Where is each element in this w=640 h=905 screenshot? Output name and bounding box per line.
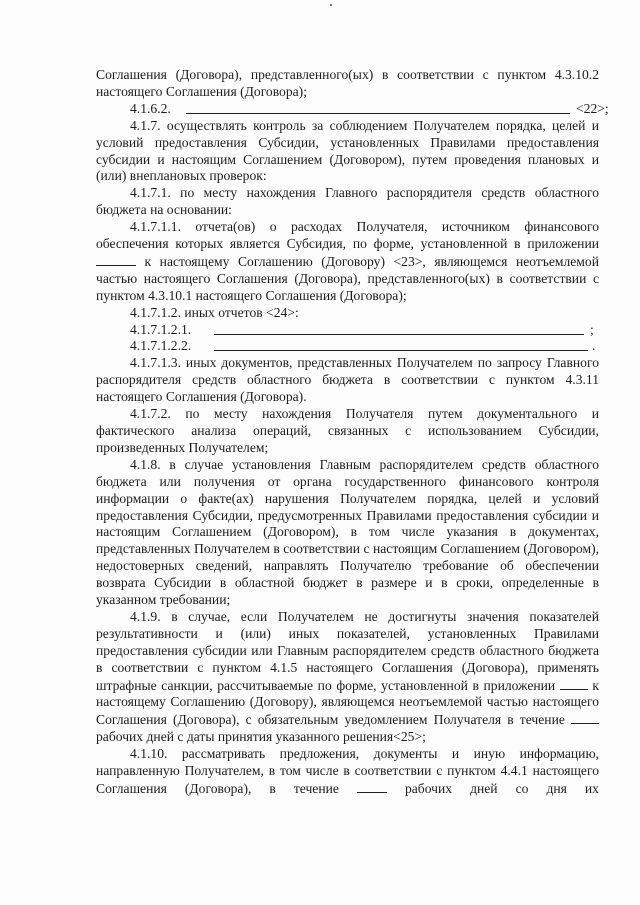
blank-line xyxy=(560,677,588,690)
line-end: . xyxy=(592,338,596,354)
paragraph-text: к настоящему Соглашению (Договору), являющемся неотъемлемой частью настоящего Соглашения (Договора), с обязательным уведомлением Получателя в течение xyxy=(96,677,600,728)
paragraph-4-1-7-1-2-2 xyxy=(130,338,599,355)
paragraph-text: 4.1.9. в случае, если Получателем не достигнуты значения показателей результативности и (или) иных показателей, установленных Правилами предоставления субсидии или Главным распорядителем средств областного бюджета в соответствии с пунктом 4.1.5 настоящего Соглашения (Договора), применять штрафные санкции, рассчитываемые по форме, установленной в приложении xyxy=(96,608,599,693)
scan-speck xyxy=(330,4,332,6)
paragraph-text: 4.1.10. рассматривать предложения, документы и иную информацию, направленную Получателем, в том числе в соответствии с пунктом 4.4.1 настоящего Соглашения (Договора), в течение xyxy=(96,746,599,797)
paragraph-text: рабочих дней со дня их xyxy=(404,781,599,797)
paragraph-4-1-6-2 xyxy=(130,100,609,118)
blank-line xyxy=(186,113,570,114)
paragraph-4-1-10 xyxy=(96,746,599,798)
paragraph-4-1-7-1-1 xyxy=(96,219,599,305)
paragraph-4-1-7: 4.1.7. осуществлять контроль за соблюдением Получателем порядка, целей и условий предоставления Субсидии, установленных Правилами предоставления субсидии и настоящим Соглашением (Договором), путем проведения плановых и (или) внеплановых проверок: xyxy=(96,117,599,184)
clause-number: 4.1.6.2. xyxy=(130,100,171,116)
paragraph-4-1-7-1: 4.1.7.1. по месту нахождения Главного распорядителя средств областного бюджета на основании: xyxy=(96,185,599,218)
paragraph-4-1-7-1-2-1 xyxy=(130,322,599,339)
blank-line xyxy=(214,334,584,335)
line-end: ; xyxy=(590,321,594,337)
document-body xyxy=(96,67,609,798)
clause-number: 4.1.7.1.2.2. xyxy=(130,338,192,354)
paragraph-4-1-7-1-3: 4.1.7.1.3. иных документов, представленных Получателем по запросу Главного распорядителя средств областного бюджета в соответствии с пунктом 4.3.11 настоящего Соглашения (Договора). xyxy=(96,355,599,405)
blank-line xyxy=(96,253,136,266)
paragraph-4-1-9 xyxy=(96,609,599,746)
blank-line xyxy=(214,350,588,351)
paragraph-continuation: Соглашения (Договора), представленного(ых) в соответствии с пунктом 4.3.10.2 настоящего Соглашения (Договора); xyxy=(96,67,599,99)
paragraph-text: к настоящему Соглашению (Договору) <23>, являющемся неотъемлемой частью настоящего Соглашения (Договора), представленного(ых) в соответствии с пунктом 4.3.10.1 настоящего Соглашения (Договора); xyxy=(96,253,599,303)
paragraph-text: 4.1.7.1.1. отчета(ов) о расходах Получателя, источником финансового обеспечения которых является Субсидия, по форме, установленной в приложении xyxy=(96,219,599,252)
clause-number: 4.1.7.1.2.1. xyxy=(130,321,192,337)
paragraph-4-1-7-2: 4.1.7.2. по месту нахождения Получателя путем документального и фактического анализа операций, связанных с использованием Субсидии, произведенных Получателем; xyxy=(96,406,599,455)
paragraph-text: рабочих дней с даты принятия указанного решения<25>; xyxy=(96,729,426,745)
blank-line xyxy=(357,780,387,793)
blank-line xyxy=(571,711,599,724)
paragraph-4-1-8: 4.1.8. в случае установления Главным распорядителем средств областного бюджета или получения от органа государственного финансового контроля информации о факте(ах) нарушения Получателем порядка, целей и условий предоставления Субсидии, предусмотренных Правилами предоставления субсидии и настоящим Соглашением (Договором), в том числе указания в документах, представленных Получателем в соответствии с настоящим Соглашением (Договором), недостоверных сведений, направлять Получателю требование об обеспечении возврата Субсидии в областной бюджет в размере и в сроки, определенные в указанном требовании; xyxy=(96,456,599,608)
paragraph-4-1-7-1-2: 4.1.7.1.2. иных отчетов <24>: xyxy=(130,304,299,320)
footnote-ref: <22>; xyxy=(576,100,609,116)
